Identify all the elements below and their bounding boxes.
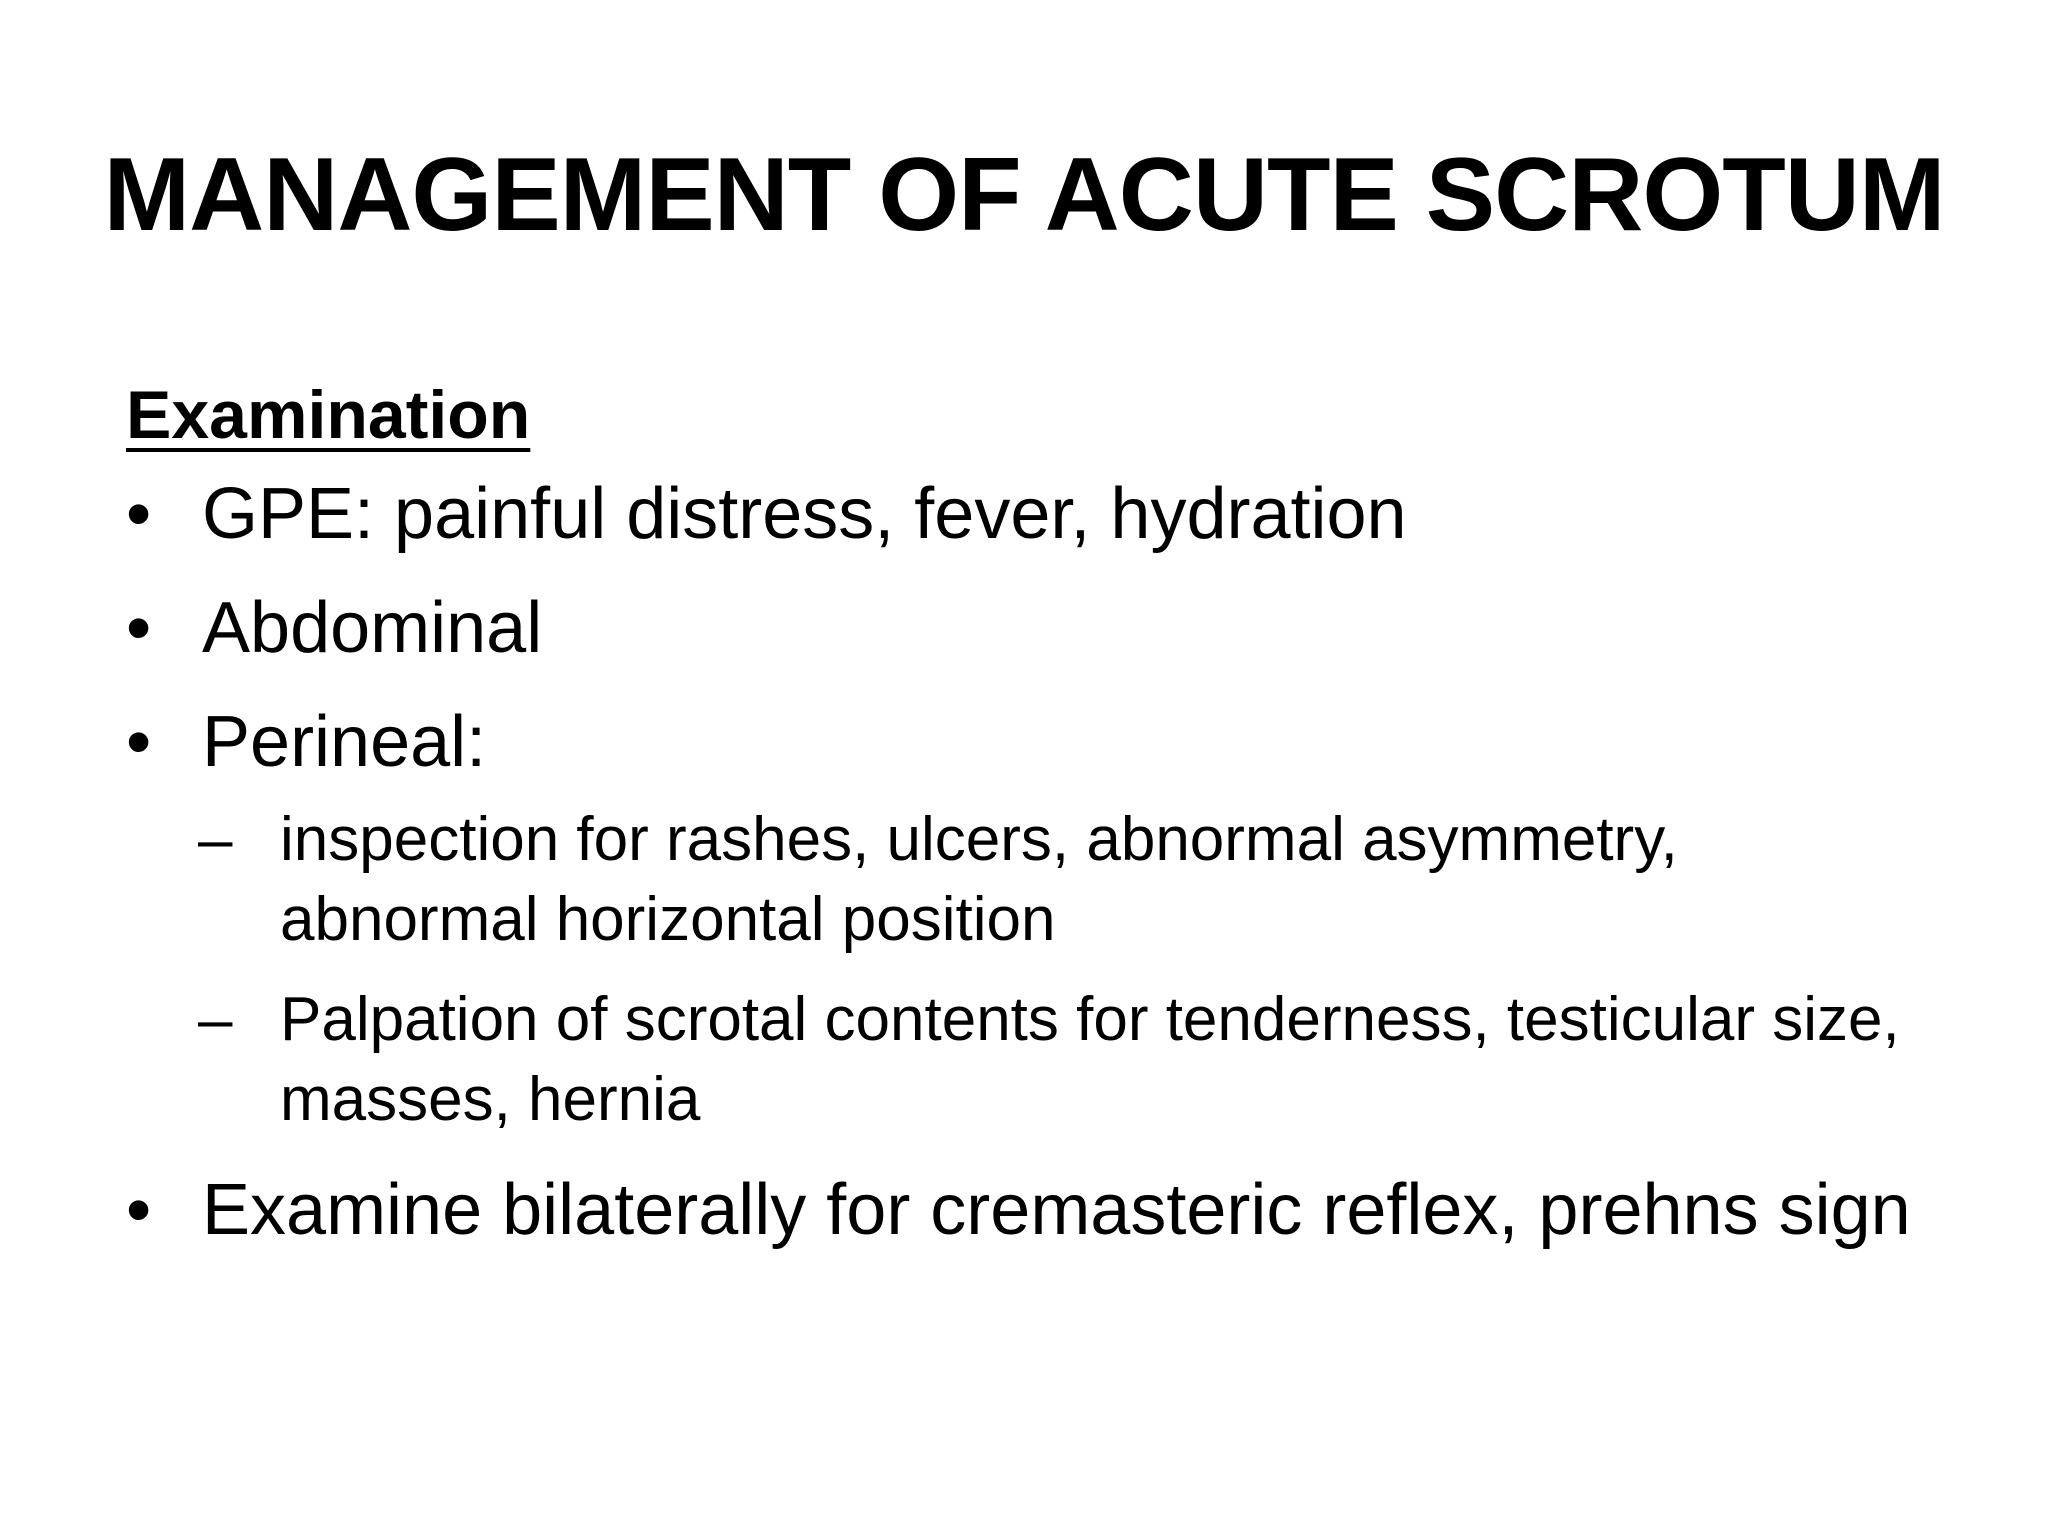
list-item-text: Perineal: [202,702,487,782]
bullet-icon: • [126,702,152,782]
sub-list [188,800,1946,1140]
list-item [126,470,1946,558]
sub-list-item-text: inspection for rashes, ulcers, abnormal asymmetry, abnormal horizontal position [280,805,1678,954]
bullet-icon: • [126,588,152,668]
slide-body [126,370,1946,1280]
list-item [126,698,1946,1140]
list-item-text: GPE: painful distress, fever, hydration [202,474,1407,554]
dash-icon: – [198,985,233,1054]
list-item [126,584,1946,672]
bullet-list [126,470,1946,1254]
list-item [126,1166,1946,1254]
bullet-icon: • [126,1170,152,1250]
sub-list-item [198,980,1946,1140]
bullet-icon: • [126,474,152,554]
list-item-text: Examine bilaterally for cremasteric reflex, prehns sign [202,1170,1911,1250]
section-heading: Examination [126,377,531,453]
dash-icon: – [198,805,233,874]
slide-title: MANAGEMENT OF ACUTE SCROTUM [103,137,1945,253]
sub-list-item [198,800,1946,960]
sub-list-item-text: Palpation of scrotal contents for tenderness, testicular size, masses, hernia [280,985,1900,1134]
list-item-text: Abdominal [202,588,543,668]
